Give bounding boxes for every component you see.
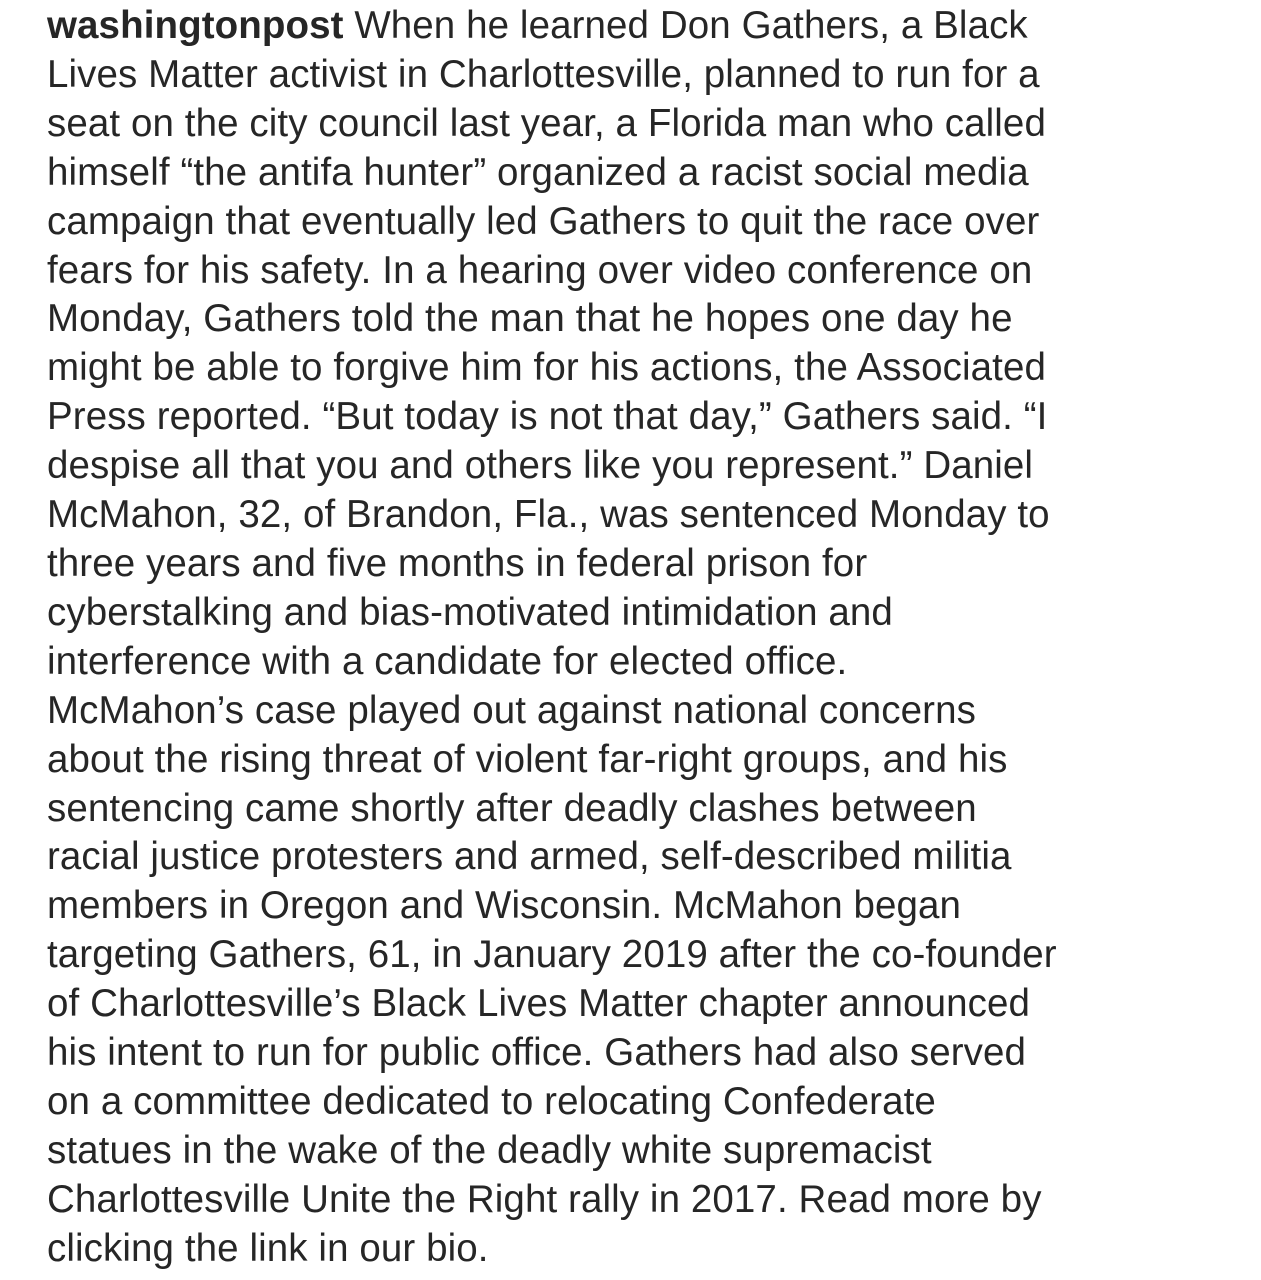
username-link[interactable]: washingtonpost [47, 4, 344, 47]
caption-line: targeting Gathers, 61, in January 2019 after the co-founder [47, 933, 1057, 977]
caption-line: of Charlottesville’s Black Lives Matter chapter announced [47, 982, 1030, 1026]
caption-line: racial justice protesters and armed, self-described militia [47, 835, 1012, 879]
caption-line: seat on the city council last year, a Florida man who called [47, 101, 1046, 145]
caption-line: statues in the wake of the deadly white supremacist [47, 1128, 932, 1172]
caption-line: cyberstalking and bias-motivated intimidation and [47, 590, 893, 634]
caption-line: members in Oregon and Wisconsin. McMahon began [47, 884, 962, 928]
caption-line: his intent to run for public office. Gathers had also served [47, 1031, 1027, 1075]
caption-line: Charlottesville Unite the Right rally in 2017. Read more by [47, 1177, 1042, 1221]
caption-line: fears for his safety. In a hearing over video conference on [47, 248, 1033, 292]
caption-line: three years and five months in federal prison for [47, 541, 868, 585]
caption-line: campaign that eventually led Gathers to quit the race over [47, 199, 1040, 243]
caption-line: on a committee dedicated to relocating Confederate [47, 1079, 936, 1123]
caption-line: Monday, Gathers told the man that he hopes one day he [47, 297, 1013, 341]
post-caption [47, 2, 1222, 1274]
caption-line: might be able to forgive him for his actions, the Associated [47, 346, 1046, 390]
caption-line: interference with a candidate for elected office. [47, 639, 848, 683]
caption-line: Lives Matter activist in Charlottesville, planned to run for a [47, 52, 1040, 96]
caption-line: McMahon, 32, of Brandon, Fla., was sentenced Monday to [47, 493, 1050, 537]
caption-line-1 [47, 2, 1222, 51]
caption-line: clicking the link in our bio. [47, 1226, 489, 1270]
caption-line: despise all that you and others like you represent.” Daniel [47, 444, 1034, 488]
caption-line: himself “the antifa hunter” organized a racist social media [47, 150, 1029, 194]
caption-line: Press reported. “But today is not that day,” Gathers said. “I [47, 395, 1048, 439]
caption-text: When he learned Don Gathers, a Black [343, 4, 1028, 47]
caption-line: McMahon’s case played out against national concerns [47, 688, 976, 732]
caption-line: sentencing came shortly after deadly clashes between [47, 786, 977, 830]
caption-line: about the rising threat of violent far-right groups, and his [47, 737, 1008, 781]
